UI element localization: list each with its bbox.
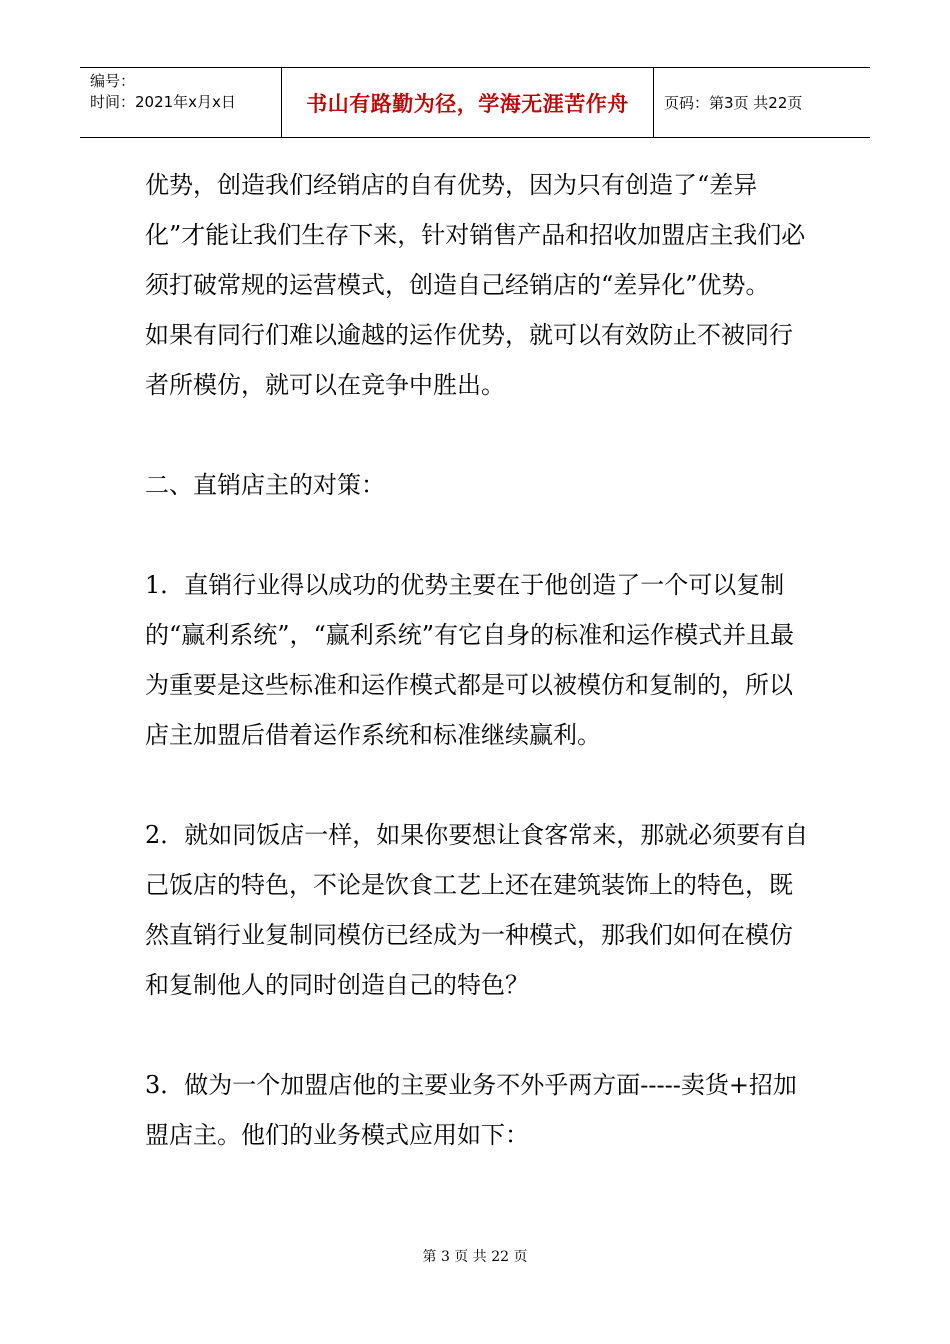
header-motto: 书山有路勤为径，学海无涯苦作舟: [306, 91, 629, 116]
header-motto-cell: [281, 68, 654, 137]
page-footer: [0, 1246, 950, 1266]
header-page-info-cell: [654, 68, 870, 137]
footer-page-number: 第 3 页 共 22 页: [422, 1249, 528, 1265]
paragraph: 如果有同行们难以逾越的运作优势，就可以有效防止不被同行者所模仿，就可以在竞争中胜出。: [145, 321, 793, 399]
section-heading: 二、直销店主的对策：: [145, 471, 385, 499]
header-page-info: 页码：第3页 共22页: [664, 94, 803, 112]
paragraph: 2．就如同饭店一样，如果你要想让食客常来，那就必须要有自己饭店的特色，不论是饮食工艺上还在建筑装饰上的特色，既然直销行业复制同模仿已经成为一种模式，那我们如何在模仿和复制他人的同时创造自己的特色？: [145, 821, 809, 999]
paragraph: 优势，创造我们经销店的自有优势，因为只有创造了“差异化”才能让我们生存下来，针对销售产品和招收加盟店主我们必须打破常规的运营模式，创造自己经销店的“差异化”优势。: [145, 171, 806, 299]
document-number-label: 编号：: [90, 72, 136, 90]
document-body: [145, 160, 810, 1160]
paragraph: 1．直销行业得以成功的优势主要在于他创造了一个可以复制的“赢利系统”，“赢利系统”有它自身的标准和运作模式并且最为重要是这些标准和运作模式都是可以被模仿和复制的，所以店主加盟后借着运作系统和标准继续赢利。: [145, 571, 795, 749]
paragraph: 3．做为一个加盟店他的主要业务不外乎两方面-----卖货+招加盟店主。他们的业务模式应用如下：: [145, 1071, 797, 1149]
document-date: 时间：2021年x月x日: [90, 93, 236, 111]
header-meta: [80, 68, 281, 137]
page-header: [80, 67, 870, 138]
